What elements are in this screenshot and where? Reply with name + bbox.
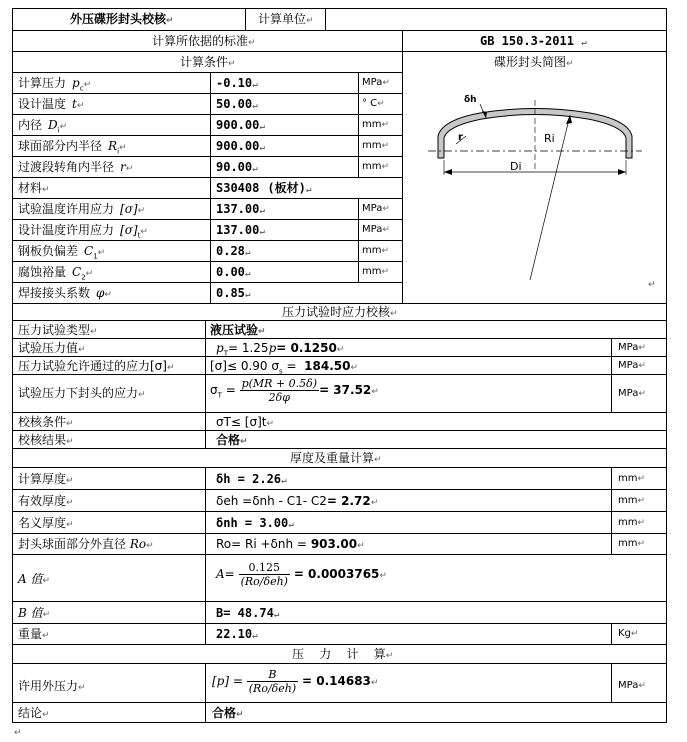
condition-unit: mm↵ xyxy=(362,266,390,277)
para-mark: ↵ xyxy=(648,280,656,290)
test-stress-label: 试验压力下封头的应力↵ xyxy=(18,386,146,400)
condition-value: 900.00↵ xyxy=(216,139,265,153)
condition-value: 0.00↵ xyxy=(216,265,251,279)
condition-unit: ° C↵ xyxy=(362,98,385,109)
test-value-label: 试验压力值↵ xyxy=(18,341,86,355)
weight-value: 22.10↵ xyxy=(216,627,258,641)
check-cond-label: 校核条件↵ xyxy=(18,415,74,429)
condition-value: S30408 (板材)↵ xyxy=(216,181,312,195)
calc-thick-unit: mm↵ xyxy=(618,473,646,484)
diagram-label-r: r xyxy=(458,132,463,143)
check-cond-value: σT≤ [σ]t↵ xyxy=(216,415,275,429)
condition-label: 试验温度许用应力 [σ]↵ xyxy=(18,202,146,216)
condition-value: 900.00↵ xyxy=(216,118,265,132)
ro-unit: mm↵ xyxy=(618,538,646,549)
allow-stress-formula: [σ]≤ 0.90 $\sigma_s$ = 184.50↵ xyxy=(210,359,358,376)
diagram-label-ri: Ri xyxy=(544,132,555,145)
end-mark: ↵ xyxy=(14,728,22,738)
condition-label: 计算压力 $p_c↵$ xyxy=(18,76,92,93)
test-value-formula: $p_T= 1.25p=$ 0.1250↵ xyxy=(216,341,345,358)
condition-label: 焊接接头系数 φ↵ xyxy=(18,286,112,300)
diagram-title: 碟形封头简图↵ xyxy=(494,55,574,69)
page-title: 外压碟形封头校核↵ xyxy=(70,12,174,26)
condition-label: 腐蚀裕量 $C_2↵$ xyxy=(18,265,94,282)
a-value-formula: A= $\frac{0.125}{\text{(Ro/δeh)}}$ = 0.0003765↵ xyxy=(216,561,387,588)
condition-value: -0.10↵ xyxy=(216,76,258,90)
b-value: B= 48.74↵ xyxy=(216,606,280,620)
conclusion-value: 合格↵ xyxy=(212,706,244,720)
condition-value: 0.85↵ xyxy=(216,286,251,300)
ro-value: Ro= Ri +δnh = 903.00↵ xyxy=(216,537,365,551)
condition-label: 钢板负偏差 $C_1↵$ xyxy=(18,244,106,261)
condition-label: 内径 $D_i↵$ xyxy=(18,118,68,135)
calc-thick-label: 计算厚度↵ xyxy=(18,472,74,486)
condition-unit: mm↵ xyxy=(362,161,390,172)
conditions-label: 计算条件↵ xyxy=(180,55,236,69)
eff-thick-unit: mm↵ xyxy=(618,495,646,506)
test-value-unit: MPa↵ xyxy=(618,342,646,353)
diagram-label-dh: δh xyxy=(464,95,477,105)
allow-stress-label: 压力试验允许通过的应力[σ]↵ xyxy=(18,359,175,373)
nom-thick-value: δnh = 3.00↵ xyxy=(216,516,294,530)
check-result-label: 校核结果↵ xyxy=(18,433,74,447)
nom-thick-label: 名义厚度↵ xyxy=(18,516,74,530)
condition-unit: mm↵ xyxy=(362,119,390,130)
condition-unit: MPa↵ xyxy=(362,224,390,235)
eff-thick-value: δeh =δnh - C1- C2= 2.72↵ xyxy=(216,494,379,508)
condition-value: 50.00↵ xyxy=(216,97,258,111)
allow-pressure-formula: [p] = $\frac{B}{\text{(Ro/δeh)}}$ = 0.14683↵ xyxy=(212,668,379,695)
condition-label: 设计温度 t↵ xyxy=(18,97,85,111)
weight-label: 重量↵ xyxy=(18,627,50,641)
pressure-test-title: 压力试验时应力校核↵ xyxy=(282,305,398,319)
condition-unit: mm↵ xyxy=(362,140,390,151)
b-value-label: B 值↵ xyxy=(18,606,51,620)
conclusion-label: 结论↵ xyxy=(18,706,50,720)
test-stress-formula: $\sigma_T$ = $\frac{p(MR + 0.5\delta)}{2\delta\varphi}$ = 37.52↵ xyxy=(210,377,379,404)
calc-thick-value: δh = 2.26↵ xyxy=(216,472,287,486)
condition-label: 设计温度许用应力 $[\sigma]_t↵$ xyxy=(18,223,148,240)
thickness-title: 厚度及重量计算↵ xyxy=(290,451,382,465)
eff-thick-label: 有效厚度↵ xyxy=(18,494,74,508)
check-result-value: 合格↵ xyxy=(216,433,248,447)
allow-pressure-label: 许用外压力↵ xyxy=(18,679,86,693)
nom-thick-unit: mm↵ xyxy=(618,517,646,528)
condition-unit: mm↵ xyxy=(362,245,390,256)
condition-unit: MPa↵ xyxy=(362,77,390,88)
allow-pressure-unit: MPa↵ xyxy=(618,680,646,691)
standard-value: GB 150.3-2011 ↵ xyxy=(480,34,587,48)
condition-value: 137.00↵ xyxy=(216,223,265,237)
condition-value: 90.00↵ xyxy=(216,160,258,174)
test-stress-unit: MPa↵ xyxy=(618,388,646,399)
pressure-calc-title: 压 力 计 算↵ xyxy=(292,647,394,661)
condition-unit: MPa↵ xyxy=(362,203,390,214)
dished-head-diagram xyxy=(420,80,650,290)
diagram-label-di: Di xyxy=(510,160,522,173)
test-type-value: 液压试验↵ xyxy=(210,323,266,337)
a-value-label: A 值↵ xyxy=(18,572,51,586)
condition-value: 137.00↵ xyxy=(216,202,265,216)
weight-unit: Kg↵ xyxy=(618,628,639,639)
condition-label: 球面部分内半径 $R_i↵$ xyxy=(18,139,127,156)
condition-label: 材料↵ xyxy=(18,181,50,195)
condition-value: 0.28↵ xyxy=(216,244,251,258)
condition-label: 过渡段转角内半径 r↵ xyxy=(18,160,134,174)
standard-label: 计算所依据的标准↵ xyxy=(152,34,256,48)
ro-label: 封头球面部分外直径 Ro↵ xyxy=(18,537,154,551)
allow-stress-unit: MPa↵ xyxy=(618,360,646,371)
unit-label: 计算单位↵ xyxy=(258,12,314,26)
test-type-label: 压力试验类型↵ xyxy=(18,323,98,337)
